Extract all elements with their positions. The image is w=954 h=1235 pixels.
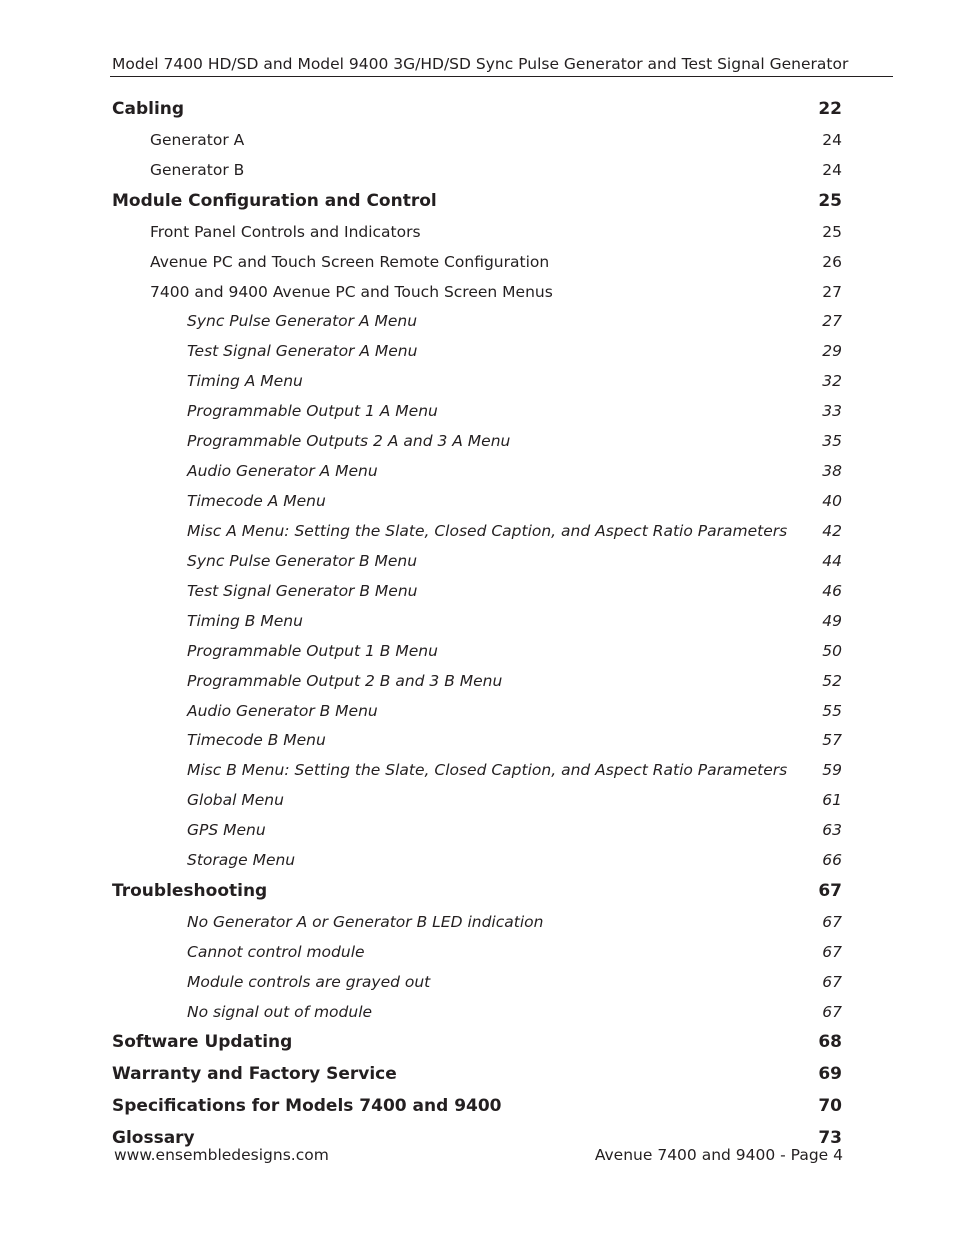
toc-entry[interactable] <box>0 1000 954 1024</box>
toc-entry-title: Timing A Menu <box>187 372 303 390</box>
toc-entry[interactable] <box>0 818 954 842</box>
toc-entry-page-number: 67 <box>822 913 842 931</box>
footer-website: www.ensembledesigns.com <box>114 1146 329 1164</box>
toc-entry-title: Misc B Menu: Setting the Slate, Closed Caption, and Aspect Ratio Parameters <box>187 761 788 779</box>
toc-entry[interactable] <box>0 459 954 483</box>
toc-entry[interactable] <box>0 758 954 782</box>
toc-entry-title: Avenue PC and Touch Screen Remote Configuration <box>150 253 550 271</box>
toc-entry-page-number: 25 <box>818 191 842 211</box>
toc-entry-page-number: 63 <box>822 821 842 839</box>
toc-entry-page-number: 27 <box>822 283 842 301</box>
toc-entry-page-number: 68 <box>818 1032 842 1052</box>
toc-entry[interactable] <box>0 309 954 333</box>
toc-entry-page-number: 25 <box>822 223 842 241</box>
toc-entry-page-number: 57 <box>822 731 842 749</box>
toc-entry-title: Generator A <box>150 131 245 149</box>
toc-entry[interactable] <box>0 97 954 121</box>
toc-entry[interactable] <box>0 788 954 812</box>
toc-entry-title: No signal out of module <box>187 1003 373 1021</box>
toc-entry[interactable] <box>0 549 954 573</box>
toc-entry-page-number: 32 <box>822 372 842 390</box>
toc-entry[interactable] <box>0 220 954 244</box>
toc-entry[interactable] <box>0 910 954 934</box>
toc-entry-page-number: 69 <box>818 1064 842 1084</box>
toc-entry[interactable] <box>0 489 954 513</box>
toc-entry-title: Global Menu <box>187 791 284 809</box>
toc-entry[interactable] <box>0 519 954 543</box>
toc-entry-title: Timing B Menu <box>187 612 303 630</box>
toc-entry[interactable] <box>0 579 954 603</box>
toc-entry-title: Front Panel Controls and Indicators <box>150 223 421 241</box>
toc-entry[interactable] <box>0 728 954 752</box>
toc-entry-page-number: 59 <box>822 761 842 779</box>
toc-entry-page-number: 42 <box>822 522 842 540</box>
toc-entry[interactable] <box>0 189 954 213</box>
toc-entry-title: Programmable Outputs 2 A and 3 A Menu <box>187 432 511 450</box>
toc-entry-page-number: 24 <box>822 161 842 179</box>
toc-entry-page-number: 40 <box>822 492 842 510</box>
toc-entry-title: Module Configuration and Control <box>112 191 437 211</box>
footer-page-label: Avenue 7400 and 9400 - Page 4 <box>594 1146 843 1164</box>
toc-entry[interactable] <box>0 339 954 363</box>
toc-entry-page-number: 46 <box>822 582 842 600</box>
toc-entry-page-number: 67 <box>822 973 842 991</box>
toc-entry-title: Programmable Output 1 B Menu <box>187 642 438 660</box>
toc-entry[interactable] <box>0 639 954 663</box>
toc-entry[interactable] <box>0 1094 954 1118</box>
toc-entry-title: Programmable Output 1 A Menu <box>187 402 438 420</box>
toc-entry-title: 7400 and 9400 Avenue PC and Touch Screen Menus <box>150 283 553 301</box>
toc-entry[interactable] <box>0 1062 954 1086</box>
toc-entry-title: GPS Menu <box>187 821 266 839</box>
toc-entry-title: Cabling <box>112 99 185 119</box>
toc-entry[interactable] <box>0 609 954 633</box>
toc-entry[interactable] <box>0 280 954 304</box>
toc-entry-title: Misc A Menu: Setting the Slate, Closed Caption, and Aspect Ratio Parameters <box>187 522 788 540</box>
toc-entry-page-number: 27 <box>822 312 842 330</box>
toc-entry-title: Sync Pulse Generator A Menu <box>187 312 418 330</box>
toc-entry-page-number: 73 <box>818 1128 842 1148</box>
toc-entry-title: Glossary <box>112 1128 195 1148</box>
toc-entry[interactable] <box>0 429 954 453</box>
toc-entry[interactable] <box>0 940 954 964</box>
toc-entry-title: Software Updating <box>112 1032 293 1052</box>
toc-entry[interactable] <box>0 669 954 693</box>
toc-entry-page-number: 35 <box>822 432 842 450</box>
toc-entry-title: Test Signal Generator B Menu <box>187 582 418 600</box>
toc-entry-page-number: 50 <box>822 642 842 660</box>
toc-entry-page-number: 67 <box>822 1003 842 1021</box>
toc-entry[interactable] <box>0 399 954 423</box>
toc-entry-title: Module controls are grayed out <box>187 973 431 991</box>
toc-entry-page-number: 55 <box>822 702 842 720</box>
toc-entry-page-number: 29 <box>822 342 842 360</box>
toc-entry-page-number: 24 <box>822 131 842 149</box>
toc-entry-title: Audio Generator B Menu <box>187 702 378 720</box>
toc-entry-title: Troubleshooting <box>112 881 268 901</box>
toc-entry-page-number: 44 <box>822 552 842 570</box>
toc-entry[interactable] <box>0 369 954 393</box>
toc-entry-page-number: 22 <box>818 99 842 119</box>
toc-entry-page-number: 26 <box>822 253 842 271</box>
toc-entry-title: Generator B <box>150 161 245 179</box>
toc-entry[interactable] <box>0 879 954 903</box>
toc-entry-page-number: 38 <box>822 462 842 480</box>
toc-entry[interactable] <box>0 250 954 274</box>
toc-entry-title: Timecode B Menu <box>187 731 326 749</box>
toc-entry[interactable] <box>0 158 954 182</box>
toc-entry-page-number: 66 <box>822 851 842 869</box>
toc-entry-page-number: 67 <box>822 943 842 961</box>
toc-entry-title: Programmable Output 2 B and 3 B Menu <box>187 672 503 690</box>
page-header: Model 7400 HD/SD and Model 9400 3G/HD/SD Sync Pulse Generator and Test Signal Generator <box>112 55 849 73</box>
toc-entry[interactable] <box>0 699 954 723</box>
toc-entry[interactable] <box>0 1030 954 1054</box>
toc-entry-page-number: 33 <box>822 402 842 420</box>
toc-entry-title: Warranty and Factory Service <box>112 1064 397 1084</box>
toc-entry-page-number: 52 <box>822 672 842 690</box>
toc-entry-title: Cannot control module <box>187 943 365 961</box>
toc-entry-page-number: 67 <box>818 881 842 901</box>
toc-entry-title: Timecode A Menu <box>187 492 326 510</box>
toc-entry[interactable] <box>0 970 954 994</box>
toc-entry-title: No Generator A or Generator B LED indication <box>187 913 544 931</box>
toc-entry-title: Test Signal Generator A Menu <box>187 342 418 360</box>
toc-entry-page-number: 70 <box>818 1096 842 1116</box>
toc-entry-title: Storage Menu <box>187 851 296 869</box>
toc-entry-title: Audio Generator A Menu <box>187 462 378 480</box>
toc-entry-page-number: 61 <box>822 791 842 809</box>
toc-entry-title: Specifications for Models 7400 and 9400 <box>112 1096 502 1116</box>
toc-entry[interactable] <box>0 848 954 872</box>
toc-entry-title: Sync Pulse Generator B Menu <box>187 552 418 570</box>
toc-entry[interactable] <box>0 128 954 152</box>
toc-entry-page-number: 49 <box>822 612 842 630</box>
